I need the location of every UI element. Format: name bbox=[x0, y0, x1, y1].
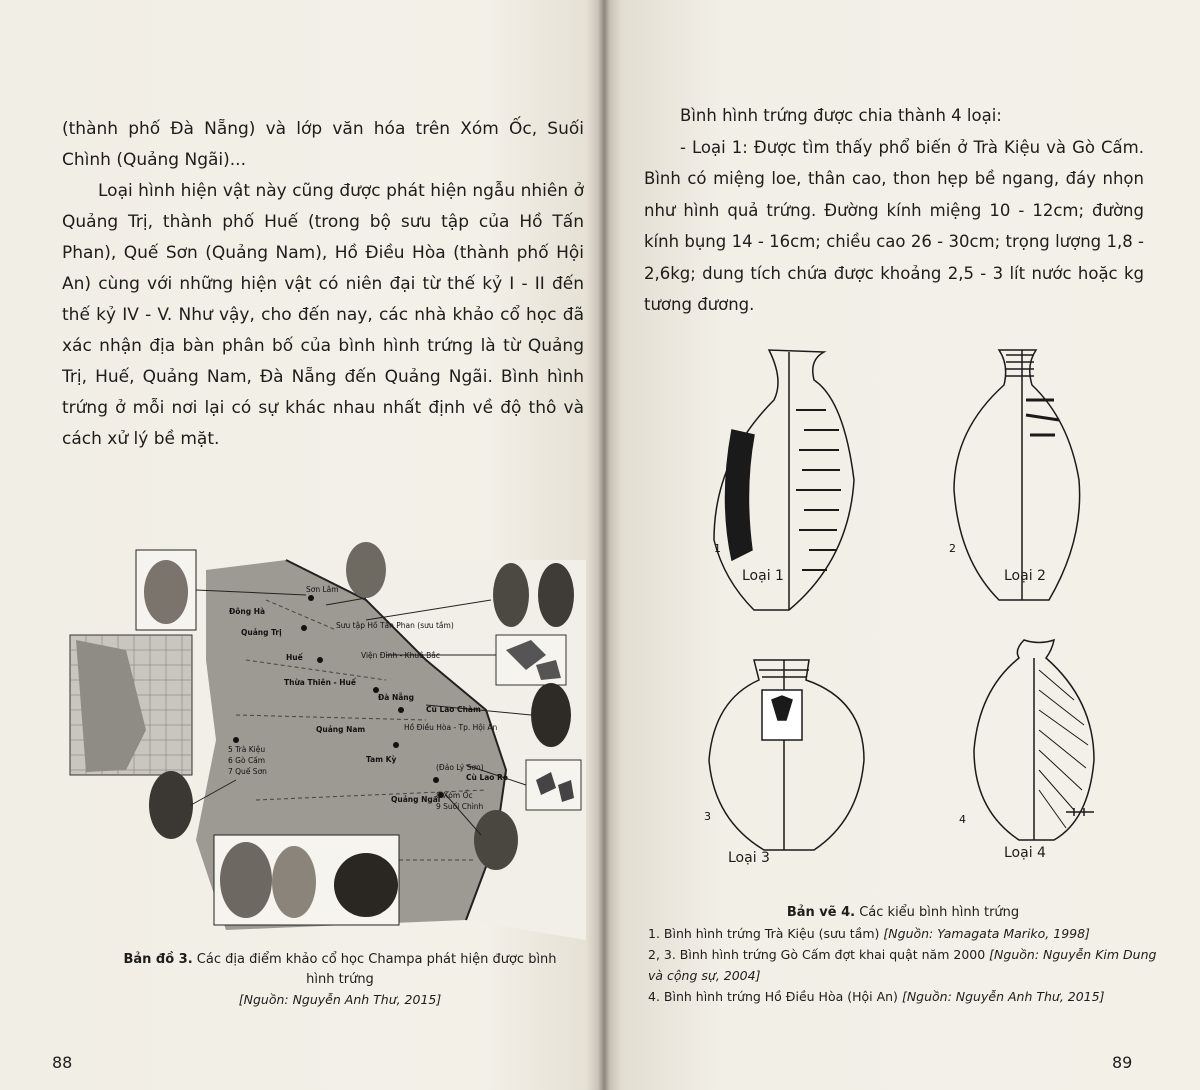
map-label-quang-tri: Quảng Trị bbox=[241, 628, 282, 637]
map-caption-text: Các địa điểm khảo cổ học Champa phát hiện được bình hình trứng bbox=[196, 952, 557, 987]
map-label-cu-lao-re: Cù Lao Ré bbox=[466, 773, 508, 782]
page-number-right: 89 bbox=[1112, 1053, 1133, 1072]
right-page bbox=[604, 0, 1200, 1090]
jar-drawings bbox=[674, 340, 1154, 900]
book-gutter bbox=[598, 0, 610, 1090]
drawing-caption bbox=[648, 902, 1158, 1007]
jar-drawings-figure bbox=[674, 340, 1154, 900]
map-caption-prefix: Bản đồ 3. bbox=[123, 952, 193, 967]
drawing-number-3: 3 bbox=[704, 810, 711, 823]
drawing-label-1: Loại 1 bbox=[742, 568, 784, 584]
drawing-number-1: 1 bbox=[714, 542, 721, 555]
drawing-label-3: Loại 3 bbox=[728, 850, 770, 866]
drawing-caption-title: Các kiểu bình hình trứng bbox=[859, 905, 1020, 920]
map-label-tra-kieu: 5 Trà Kiệu bbox=[228, 745, 266, 754]
map-label-ho-tan-phan: Sưu tập Hồ Tấn Phan (sưu tầm) bbox=[336, 621, 454, 630]
map-label-hue: Huế bbox=[286, 653, 303, 662]
map-label-dong-ha: Đông Hà bbox=[229, 607, 266, 616]
map-figure bbox=[66, 540, 586, 940]
map-label-suoi-chinh: 9 Suối Chình bbox=[436, 802, 484, 811]
paragraph-distribution: Loại hình hiện vật này cũng được phát hiện ngẫu nhiên ở Quảng Trị, thành phố Huế (trong bộ sưu tập của Hồ Tấn Phan), Quế Sơn (Quảng Nam), Hồ Điều Hòa (thành phố Hội An) cùng với những hiện vật có niên đại từ thế kỷ I - II đến thế kỷ IV - V. Như vậy, cho đến nay, các nhà khảo cổ học đã xác nhận địa bàn phân bố của bình hình trứng là từ Quảng Trị, Huế, Quảng Nam, Đà Nẵng đến Quảng Ngãi. Bình hình trứng ở mỗi nơi lại có sự khác nhau nhất định về độ thô và cách xử lý bề mặt. bbox=[62, 181, 584, 449]
map-label-que-son: 7 Quế Sơn bbox=[228, 767, 267, 776]
map-caption-source: [Nguồn: Nguyễn Anh Thư, 2015] bbox=[238, 992, 442, 1007]
drawing-label-2: Loại 2 bbox=[1004, 568, 1046, 584]
map-label-dao-ly-son: (Đảo Lý Sơn) bbox=[436, 763, 484, 772]
drawing-number-4: 4 bbox=[959, 813, 966, 826]
type1-description: - Loại 1: Được tìm thấy phổ biến ở Trà Kiệu và Gò Cấm. Bình có miệng loe, thân cao, thon hẹp bề ngang, đáy nhọn như hình quả trứng. Đường kính miệng 10 - 12cm; đường kính bụng 14 - 16cm; chiều cao 26 - 30cm; trọng lượng 1,8 - 2,6kg; dung tích chứa được khoảng 2,5 - 3 lít nước hoặc kg tương đương. bbox=[644, 137, 1144, 314]
type-intro: Bình hình trứng được chia thành 4 loại: bbox=[680, 106, 1002, 125]
caption-source-1: 1. Bình hình trứng Trà Kiệu (sưu tầm) [Nguồn: Yamagata Mariko, 1998] bbox=[648, 926, 1090, 941]
archaeological-site-map bbox=[66, 540, 586, 940]
caption-source-2: 2, 3. Bình hình trứng Gò Cấm đợt khai quật năm 2000 [Nguồn: Nguyễn Kim Dung và cộng sự, 2004] bbox=[648, 947, 1157, 983]
map-caption bbox=[110, 950, 570, 1010]
drawing-label-4: Loại 4 bbox=[1004, 845, 1046, 861]
paragraph-continued: (thành phố Đà Nẵng) và lớp văn hóa trên Xóm Ốc, Suối Chình (Quảng Ngãi)... bbox=[62, 119, 584, 170]
page-number-left: 88 bbox=[52, 1053, 73, 1072]
map-label-xom-oc: 8 Xóm Ốc bbox=[436, 791, 473, 800]
map-label-da-nang: Đà Nẵng bbox=[378, 693, 415, 702]
map-label-vien-dinh: Viện Đình - Khuê Bắc bbox=[361, 651, 440, 660]
map-label-tam-ky: Tam Kỳ bbox=[366, 755, 397, 764]
drawing-caption-prefix: Bản vẽ 4. bbox=[786, 905, 856, 920]
drawing-number-2: 2 bbox=[949, 542, 956, 555]
map-label-thua-thien-hue: Thừa Thiên - Huế bbox=[284, 678, 356, 687]
caption-source-3: 4. Bình hình trứng Hồ Điều Hòa (Hội An) [Nguồn: Nguyễn Anh Thư, 2015] bbox=[648, 989, 1105, 1004]
map-label-quang-nam: Quảng Nam bbox=[316, 725, 366, 734]
map-label-ho-dieu-hoa: Hồ Điều Hòa - Tp. Hội An bbox=[404, 723, 498, 732]
map-label-cu-lao-cham: Cù Lao Chàm bbox=[426, 705, 481, 714]
right-body-text bbox=[644, 100, 1144, 321]
map-label-son-lam: Sơn Lâm bbox=[306, 585, 339, 594]
map-label-go-cam: 6 Gò Cấm bbox=[228, 756, 266, 765]
map-label-quang-ngai: Quảng Ngãi bbox=[391, 795, 441, 804]
left-body-text bbox=[62, 114, 584, 455]
